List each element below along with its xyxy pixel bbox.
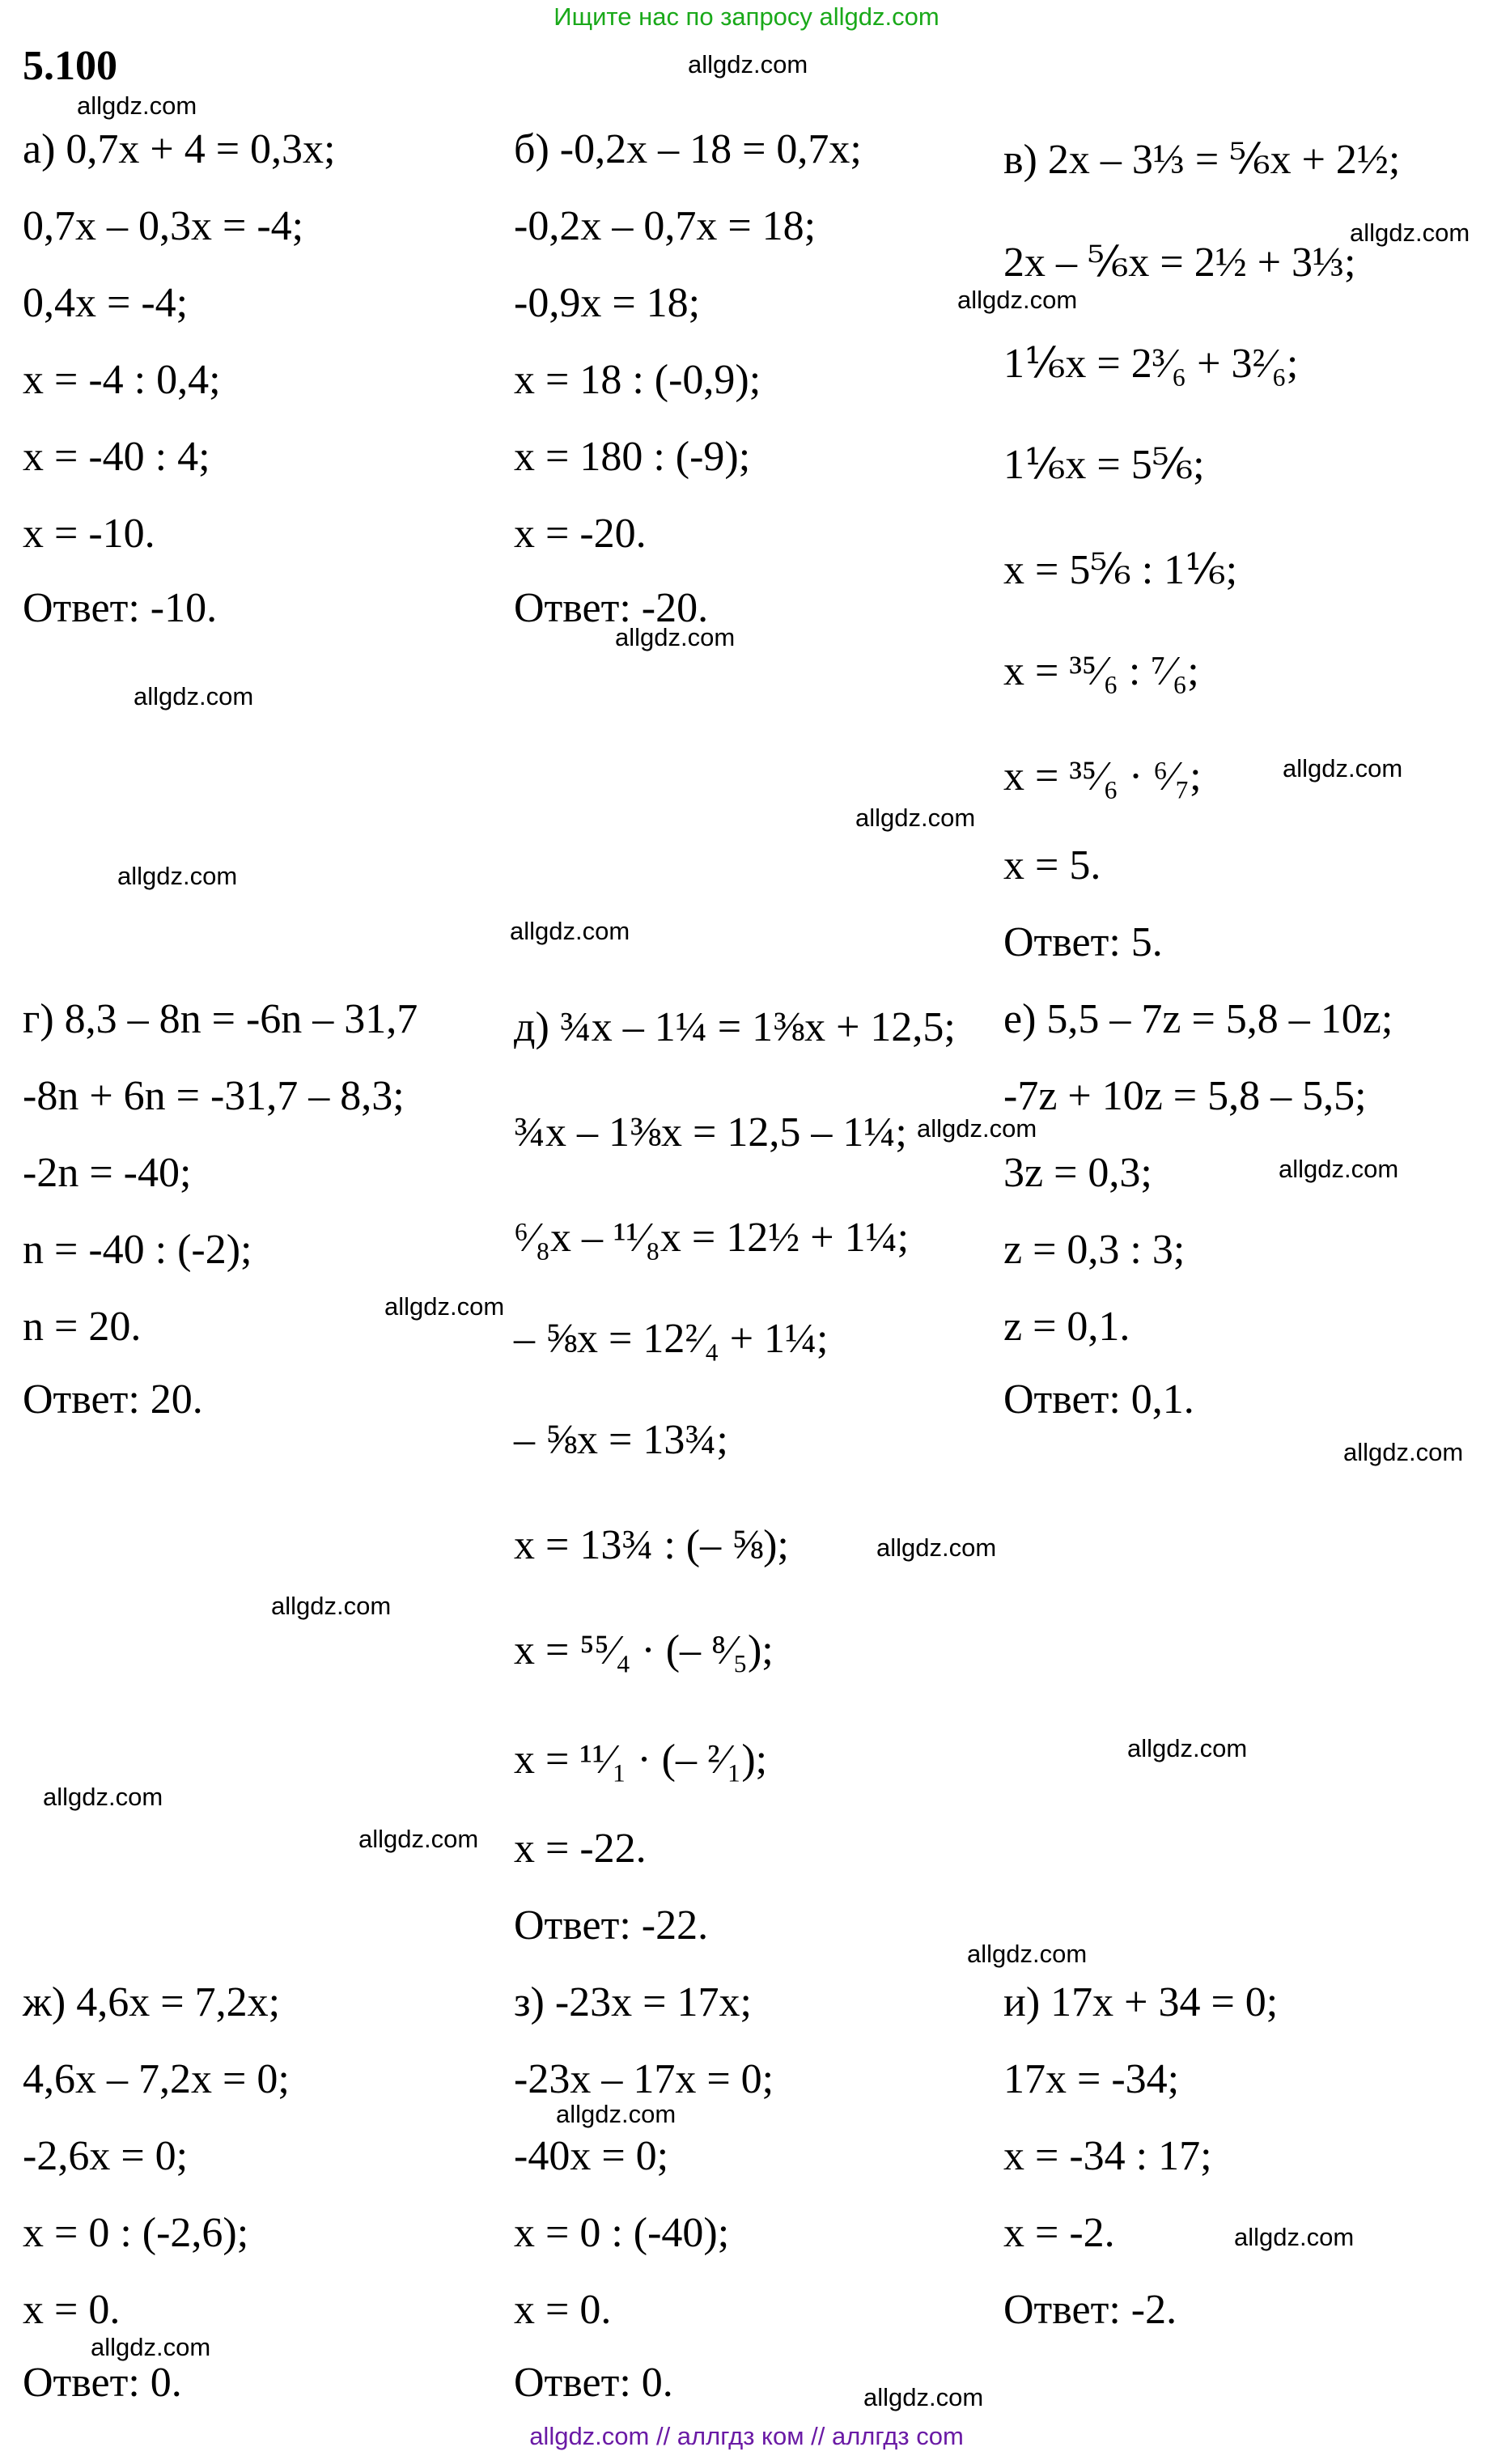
eq-b-line: x = 180 : (-9); (514, 434, 751, 480)
watermark: allgdz.com (43, 1783, 163, 1811)
watermark: allgdz.com (1234, 2223, 1355, 2251)
eq-v-line: x = ³⁵⁄₆ · ⁶⁄₇; (1003, 753, 1202, 799)
watermark: allgdz.com (556, 2100, 677, 2128)
eq-v-line: 2x – ⅚x = 2½ + 3⅓; (1003, 240, 1356, 286)
eq-e-line: 3z = 0,3; (1003, 1150, 1152, 1196)
eq-d-line: – ⅝x = 13¾; (514, 1417, 728, 1463)
eq-zh-line: -2,6x = 0; (23, 2133, 189, 2179)
watermark: allgdz.com (271, 1592, 392, 1620)
watermark: allgdz.com (1279, 1155, 1399, 1183)
watermark: allgdz.com (957, 286, 1078, 314)
eq-a-answer: Ответ: -10. (23, 585, 218, 631)
eq-g-line: n = -40 : (-2); (23, 1227, 252, 1273)
eq-b-line: -0,2x – 0,7x = 18; (514, 203, 816, 249)
eq-d-answer: Ответ: -22. (514, 1902, 709, 1949)
eq-z-line: -40x = 0; (514, 2133, 669, 2179)
eq-i-answer: Ответ: -2. (1003, 2287, 1177, 2333)
footer-links: allgdz.com // аллгдз ком // аллгдз com (529, 2422, 964, 2450)
eq-v-line: x = ³⁵⁄₆ : ⁷⁄₆; (1003, 648, 1199, 694)
eq-a-line: x = -40 : 4; (23, 434, 210, 480)
eq-d-line: – ⅝x = 12²⁄₄ + 1¼; (514, 1316, 829, 1362)
eq-zh-line: ж) 4,6x = 7,2x; (23, 1979, 281, 2025)
eq-e-line: -7z + 10z = 5,8 – 5,5; (1003, 1073, 1367, 1119)
eq-d-line: ⁶⁄₈x – ¹¹⁄₈x = 12½ + 1¼; (514, 1215, 910, 1261)
eq-v-answer: Ответ: 5. (1003, 919, 1163, 965)
eq-a-line: 0,4x = -4; (23, 280, 189, 326)
eq-d-line: ¾x – 1⅜x = 12,5 – 1¼; (514, 1109, 907, 1156)
search-banner: Ищите нас по запросу allgdz.com (554, 2, 939, 31)
watermark: allgdz.com (855, 804, 976, 832)
eq-zh-line: x = 0 : (-2,6); (23, 2210, 249, 2256)
eq-b-line: x = -20. (514, 511, 647, 557)
watermark: allgdz.com (358, 1825, 479, 1853)
watermark: allgdz.com (384, 1292, 505, 1321)
watermark: allgdz.com (917, 1114, 1037, 1143)
eq-v-line: 1⅙x = 5⅚; (1003, 442, 1205, 488)
eq-d-line: д) ¾x – 1¼ = 1⅜x + 12,5; (514, 1004, 956, 1050)
eq-a-line: x = -4 : 0,4; (23, 357, 221, 403)
eq-g-line: n = 20. (23, 1304, 142, 1350)
eq-a-line: а) 0,7x + 4 = 0,3x; (23, 126, 336, 172)
watermark: allgdz.com (688, 50, 808, 78)
eq-b-answer: Ответ: -20. (514, 585, 709, 631)
watermark: allgdz.com (1350, 218, 1470, 247)
watermark: allgdz.com (1343, 1438, 1464, 1466)
exercise-number: 5.100 (23, 43, 117, 89)
watermark: allgdz.com (1283, 754, 1403, 782)
watermark: allgdz.com (615, 623, 736, 651)
watermark: allgdz.com (967, 1940, 1088, 1968)
eq-i-line: и) 17x + 34 = 0; (1003, 1979, 1279, 2025)
eq-g-answer: Ответ: 20. (23, 1376, 203, 1423)
eq-d-line: x = ¹¹⁄₁ · (– ²⁄₁); (514, 1737, 768, 1783)
eq-zh-answer: Ответ: 0. (23, 2360, 182, 2406)
eq-d-line: x = 13¾ : (– ⅝); (514, 1522, 789, 1568)
eq-z-line: -23x – 17x = 0; (514, 2056, 774, 2102)
watermark: allgdz.com (510, 917, 630, 945)
eq-zh-line: x = 0. (23, 2287, 121, 2333)
eq-a-line: 0,7x – 0,3x = -4; (23, 203, 304, 249)
watermark: allgdz.com (863, 2383, 984, 2411)
eq-v-line: x = 5. (1003, 842, 1101, 888)
watermark: allgdz.com (1127, 1734, 1248, 1762)
eq-b-line: -0,9x = 18; (514, 280, 701, 326)
eq-b-line: б) -0,2x – 18 = 0,7x; (514, 126, 862, 172)
eq-v-line: x = 5⅚ : 1⅙; (1003, 547, 1238, 593)
eq-g-line: -8n + 6n = -31,7 – 8,3; (23, 1073, 405, 1119)
eq-i-line: x = -2. (1003, 2210, 1115, 2256)
eq-z-answer: Ответ: 0. (514, 2360, 673, 2406)
eq-g-line: -2n = -40; (23, 1150, 192, 1196)
eq-e-line: z = 0,1. (1003, 1304, 1130, 1350)
eq-z-line: з) -23x = 17x; (514, 1979, 752, 2025)
eq-e-answer: Ответ: 0,1. (1003, 1376, 1194, 1423)
eq-z-line: x = 0. (514, 2287, 612, 2333)
watermark: allgdz.com (134, 682, 254, 710)
eq-e-line: z = 0,3 : 3; (1003, 1227, 1185, 1273)
eq-b-line: x = 18 : (-0,9); (514, 357, 761, 403)
eq-i-line: x = -34 : 17; (1003, 2133, 1212, 2179)
eq-d-line: x = -22. (514, 1826, 647, 1872)
eq-v-line: 1⅙x = 2³⁄₆ + 3²⁄₆; (1003, 341, 1299, 387)
watermark: allgdz.com (876, 1533, 997, 1562)
eq-g-line: г) 8,3 – 8n = -6n – 31,7 (23, 996, 418, 1042)
eq-a-line: x = -10. (23, 511, 155, 557)
watermark: allgdz.com (91, 2333, 211, 2361)
eq-zh-line: 4,6x – 7,2x = 0; (23, 2056, 290, 2102)
eq-z-line: x = 0 : (-40); (514, 2210, 730, 2256)
eq-i-line: 17x = -34; (1003, 2056, 1180, 2102)
eq-v-line: в) 2x – 3⅓ = ⅚x + 2½; (1003, 137, 1401, 183)
watermark: allgdz.com (117, 862, 238, 890)
watermark: allgdz.com (77, 91, 197, 120)
eq-e-line: е) 5,5 – 7z = 5,8 – 10z; (1003, 996, 1393, 1042)
eq-d-line: x = ⁵⁵⁄₄ · (– ⁸⁄₅); (514, 1627, 774, 1673)
